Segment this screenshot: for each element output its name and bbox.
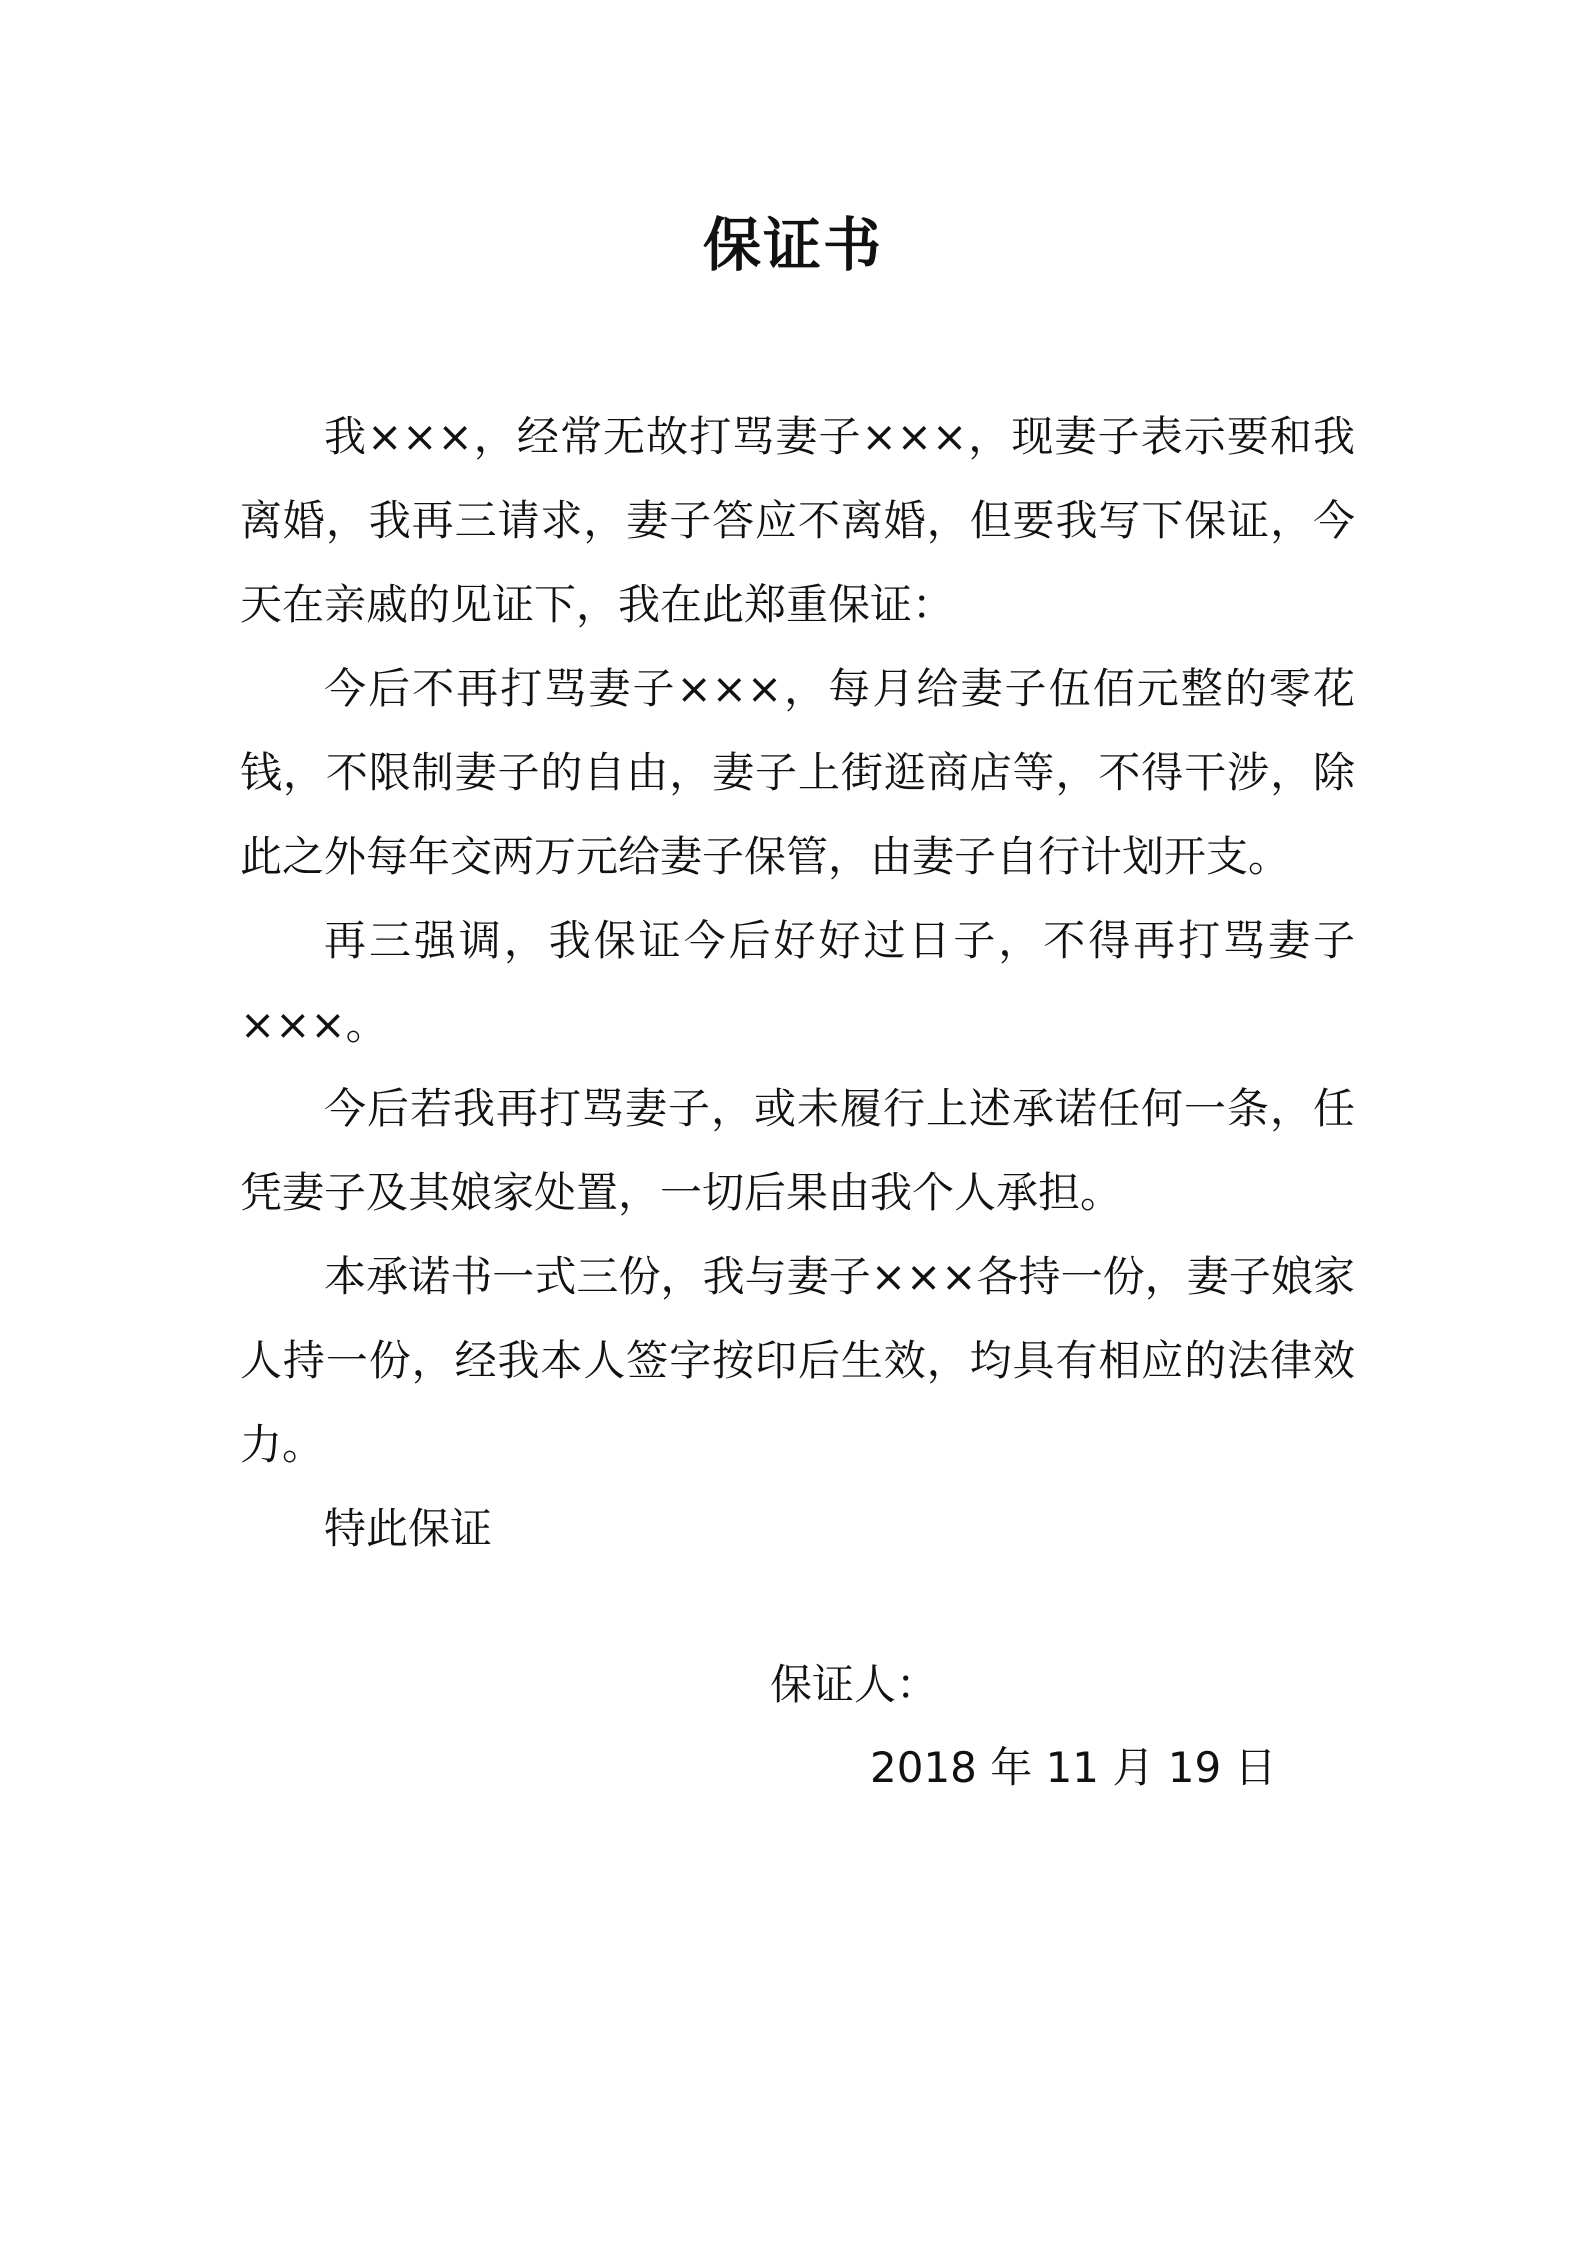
document-body: [240, 395, 1355, 1571]
paragraph-promises: 今后不再打骂妻子×××，每月给妻子伍佰元整的零花钱，不限制妻子的自由，妻子上街逛商店等，不得干涉，除此之外每年交两万元给妻子保管，由妻子自行计划开支。: [240, 664, 1355, 881]
signer-label: 保证人：: [770, 1660, 939, 1709]
paragraph-consequences: 今后若我再打骂妻子，或未履行上述承诺任何一条，任凭妻子及其娘家处置，一切后果由我个人承担。: [240, 1084, 1355, 1217]
paragraph-copies: 本承诺书一式三份，我与妻子×××各持一份，妻子娘家人持一份，经我本人签字按印后生效，均具有相应的法律效力。: [240, 1252, 1355, 1469]
paragraph-closing: 特此保证: [324, 1504, 493, 1553]
document-date: 2018 年 11 月 19 日: [870, 1743, 1277, 1792]
paragraph-intro: 我×××，经常无故打骂妻子×××，现妻子表示要和我离婚，我再三请求，妻子答应不离婚，但要我写下保证，今天在亲戚的见证下，我在此郑重保证：: [240, 412, 1355, 629]
paragraph-emphasis: 再三强调，我保证今后好好过日子，不得再打骂妻子×××。: [240, 916, 1355, 1049]
document-title: 保证书: [702, 211, 883, 279]
